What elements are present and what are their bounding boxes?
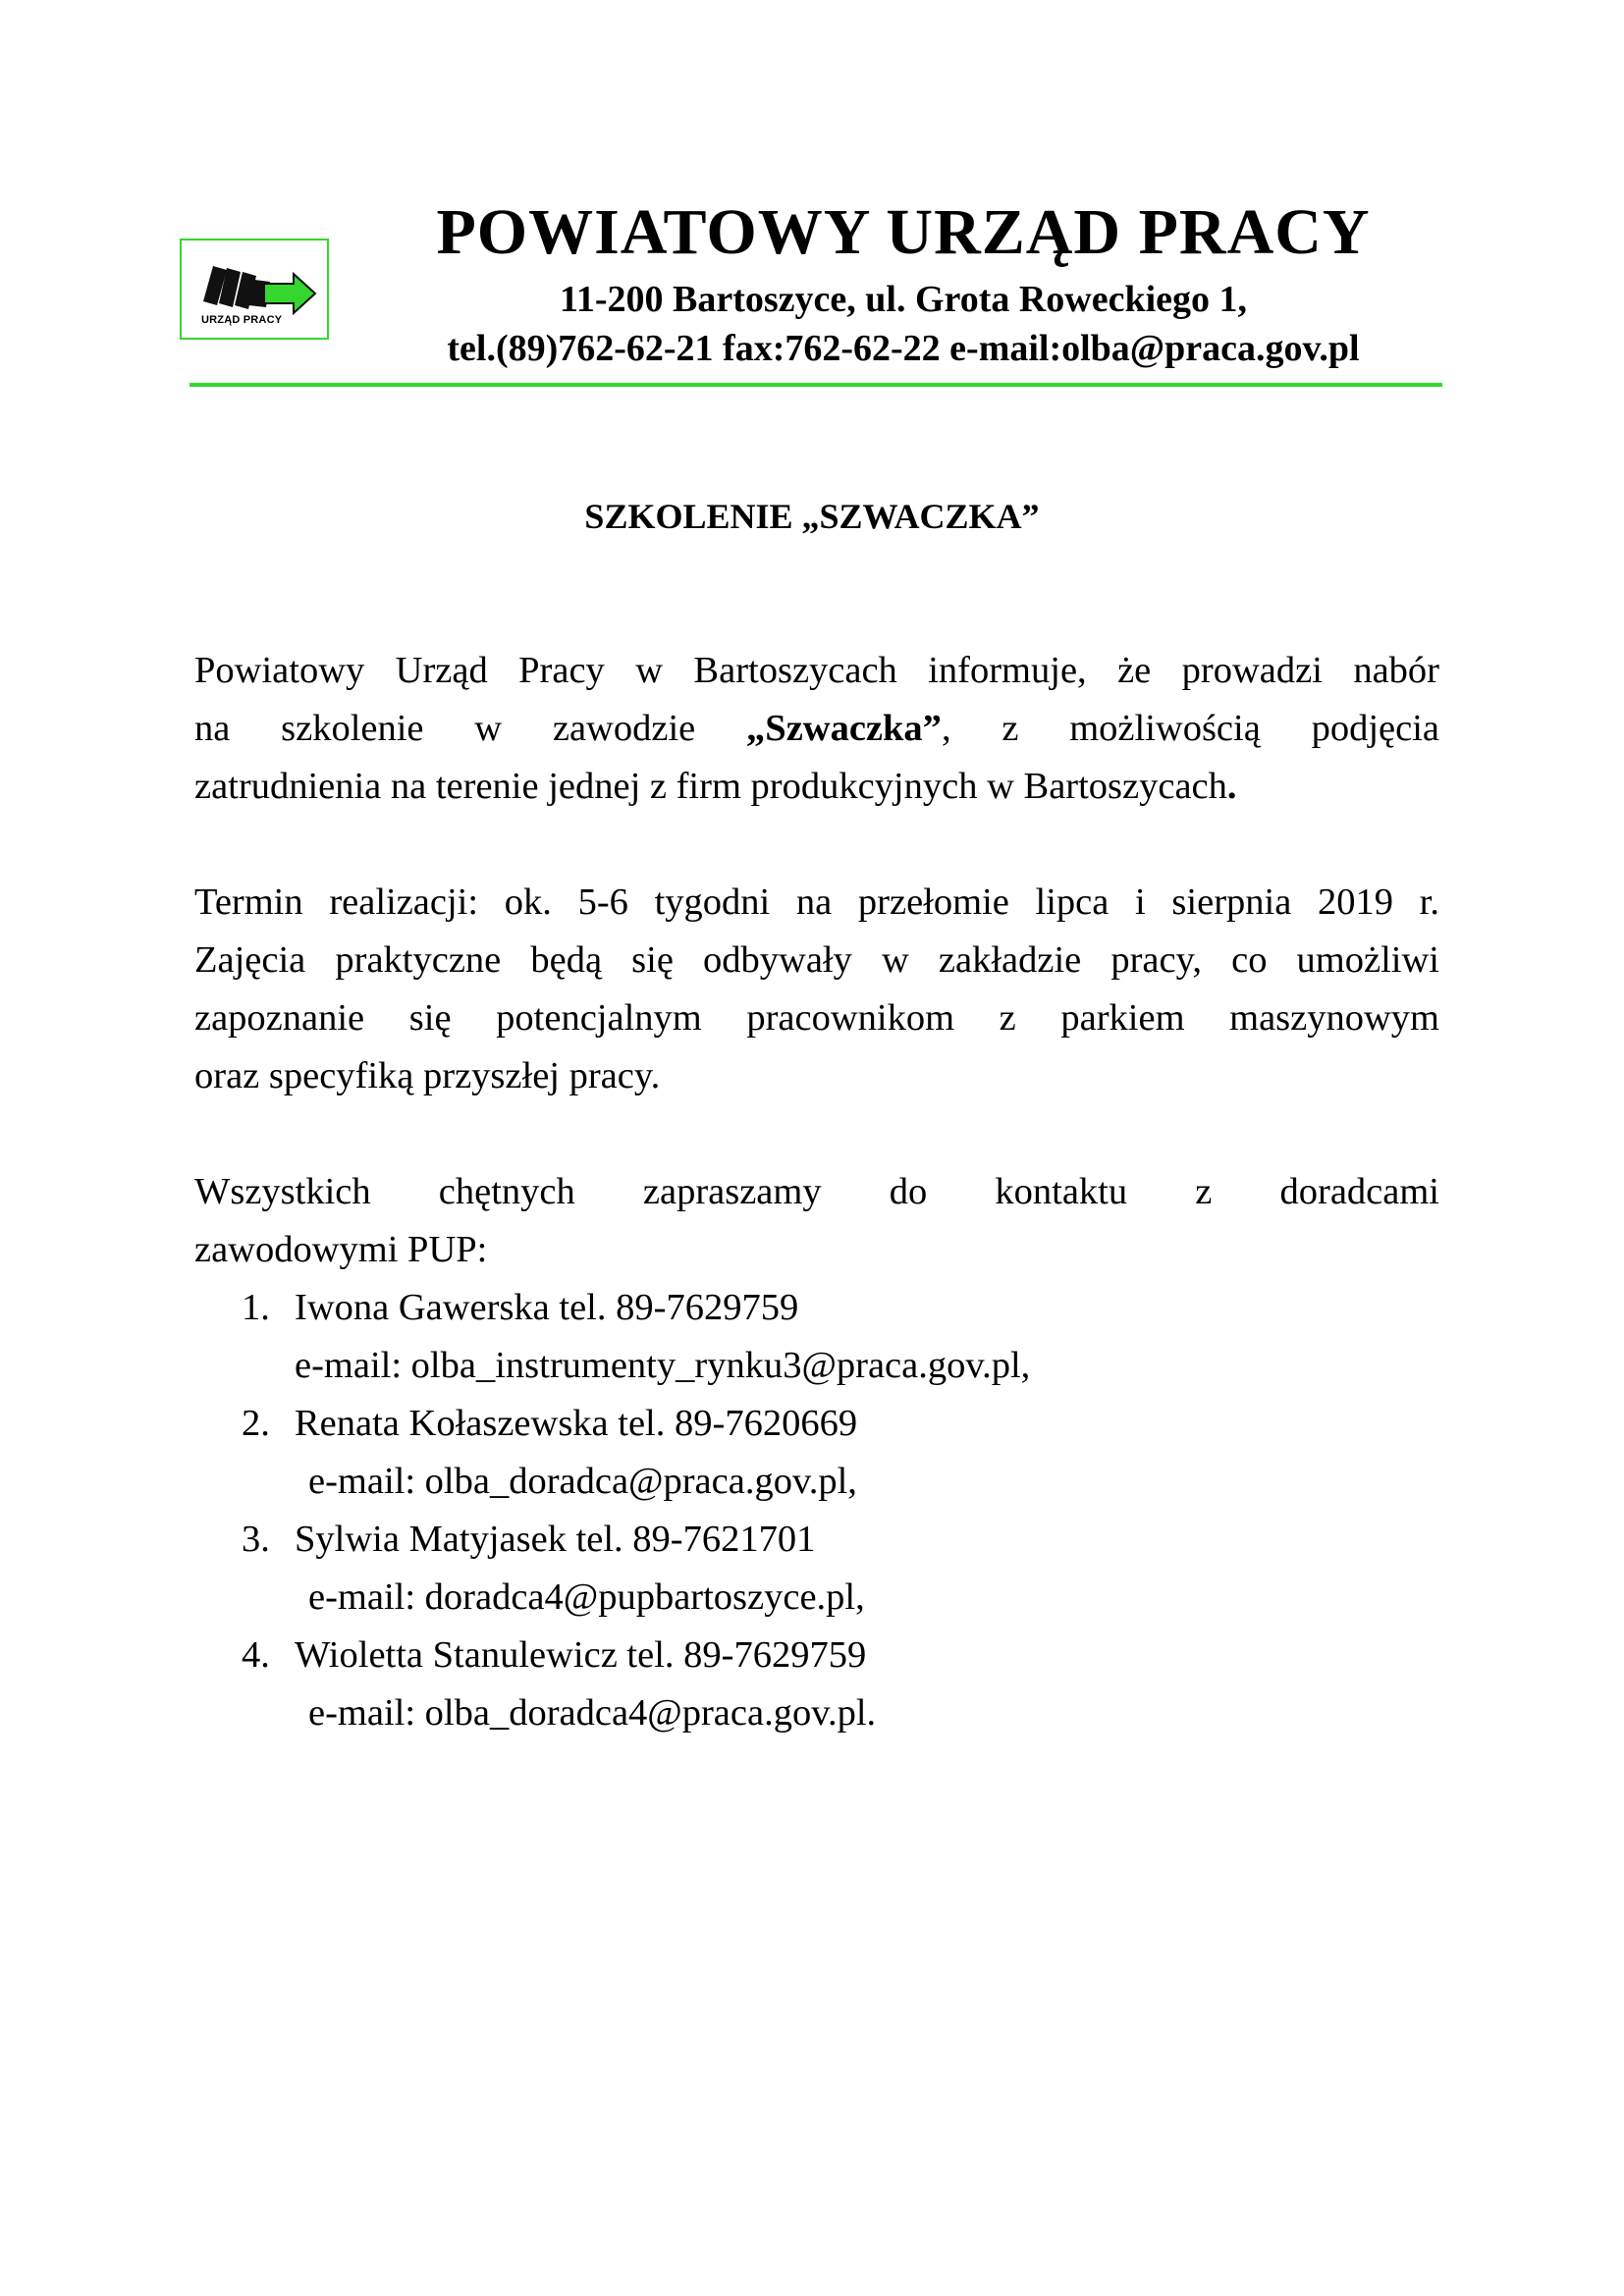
list-number: 3. [242,1519,270,1560]
advisor-name-phone: Renata Kołaszewska tel. 89-7620669 [295,1403,858,1444]
document-title: SZKOLENIE „SZWACZKA” [584,497,1040,536]
list-number: 2. [242,1403,270,1444]
org-name: POWIATOWY URZĄD PRACY [436,196,1371,268]
text-line: na szkolenie w zawodzie „Szwaczka”, z możliwością podjęcia [194,708,1439,749]
text-line: zawodowymi PUP: [194,1229,488,1270]
header-divider [189,383,1442,387]
text-line: Zajęcia praktyczne będą się odbywały w zakładzie pracy, co umożliwi [194,939,1439,981]
text-line: oraz specyfiką przyszłej pracy. [194,1055,661,1096]
text-line: Termin realizacji: ok. 5-6 tygodni na przełomie lipca i sierpnia 2019 r. [194,881,1439,923]
advisor-email: e-mail: olba_doradca@praca.gov.pl, [308,1461,857,1502]
text-line: zatrudnienia na terenie jednej z firm produkcyjnych w Bartoszycach. [194,766,1237,807]
org-contact: tel.(89)762-62-21 fax:762-62-22 e-mail:olba@praca.gov.pl [447,328,1360,369]
advisor-email: e-mail: olba_doradca4@praca.gov.pl. [308,1692,877,1734]
paragraph-contact-invite [194,1163,1439,1279]
org-address: 11-200 Bartoszyce, ul. Grota Roweckiego 1, [559,279,1248,320]
list-number: 1. [242,1287,270,1328]
list-item [194,1511,1439,1627]
list-item [194,1279,1439,1395]
advisor-email: e-mail: olba_instrumenty_rynku3@praca.gov.pl, [295,1345,1031,1386]
list-item [194,1627,1439,1742]
advisor-name-phone: Sylwia Matyjasek tel. 89-7621701 [295,1519,816,1560]
paragraph-spacer [194,1105,1439,1163]
list-number: 4. [242,1634,270,1676]
list-item [194,1395,1439,1511]
paragraph-recruitment [194,642,1439,816]
document-body [194,642,1439,1742]
text-line: Powiatowy Urząd Pracy w Bartoszycach informuje, że prowadzi nabór [194,650,1439,691]
advisor-list [194,1279,1439,1742]
logo-text: URZĄD PRACY [201,314,283,326]
advisor-name-phone: Wioletta Stanulewicz tel. 89-7629759 [295,1634,867,1676]
text-line: zapoznanie się potencjalnym pracownikom z parkiem maszynowym [194,997,1439,1039]
profession-name: „Szwaczka” [746,708,942,749]
advisor-name-phone: Iwona Gawerska tel. 89-7629759 [295,1287,799,1328]
paragraph-schedule [194,874,1439,1105]
paragraph-spacer [194,816,1439,874]
text-line: Wszystkich chętnych zapraszamy do kontaktu z doradcami [194,1171,1439,1212]
office-logo [180,239,329,340]
advisor-email: e-mail: doradca4@pupbartoszyce.pl, [308,1576,865,1618]
